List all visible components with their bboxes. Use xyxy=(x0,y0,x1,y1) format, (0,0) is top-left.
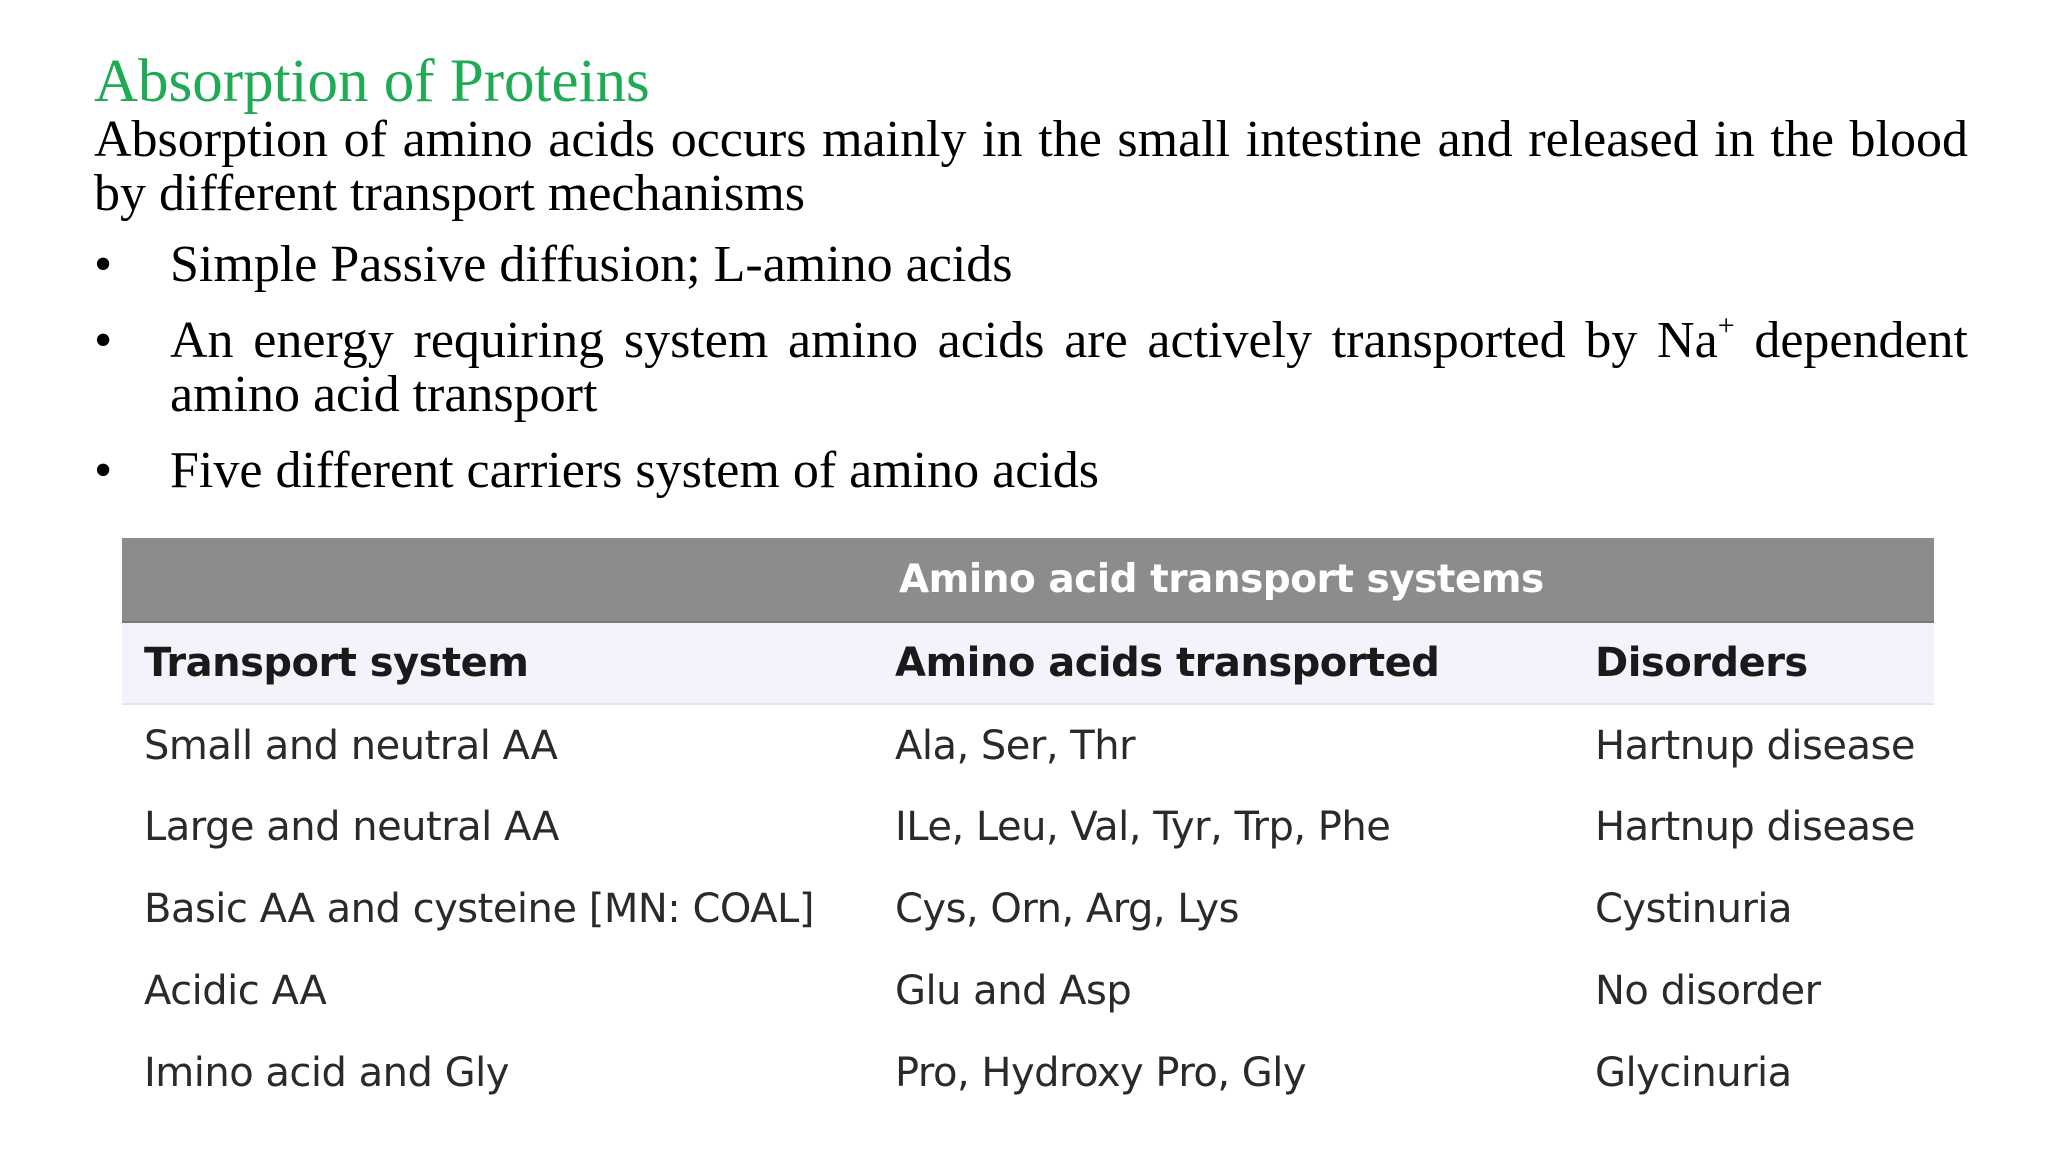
table-row xyxy=(122,950,1934,1032)
bullet-text: Simple Passive diffusion; L-amino acids xyxy=(170,236,1013,293)
bullet-list xyxy=(94,238,1968,520)
cell-amino-acids: Cys, Orn, Arg, Lys xyxy=(895,886,1239,932)
bullet-superscript: + xyxy=(1717,309,1735,342)
header-disorders: Disorders xyxy=(1595,640,1808,686)
cell-disorder: Hartnup disease xyxy=(1595,804,1915,850)
table-header-row xyxy=(122,623,1934,704)
cell-disorder: No disorder xyxy=(1595,968,1821,1014)
bullet-dot-icon: • xyxy=(94,442,113,499)
table-row xyxy=(122,1032,1934,1114)
cell-transport-system: Acidic AA xyxy=(144,968,327,1014)
cell-disorder: Cystinuria xyxy=(1595,886,1793,932)
cell-transport-system: Basic AA and cysteine [MN: COAL] xyxy=(144,886,814,932)
bullet-item xyxy=(94,309,1969,423)
cell-disorder: Hartnup disease xyxy=(1595,722,1915,769)
header-transport-system: Transport system xyxy=(144,640,529,686)
table-grid xyxy=(122,623,1934,1114)
transport-systems-table xyxy=(122,538,1934,1114)
bullet-dot-icon: • xyxy=(94,236,113,293)
intro-paragraph: Absorption of amino acids occurs mainly in the small intestine and released in the blood by different transport mechanisms xyxy=(94,111,1968,222)
cell-transport-system: Imino acid and Gly xyxy=(144,1050,509,1096)
cell-amino-acids: Pro, Hydroxy Pro, Gly xyxy=(895,1050,1307,1096)
slide-title: Absorption of Proteins xyxy=(94,48,650,115)
bullet-text: An energy requiring system amino acids are actively transported by Na xyxy=(170,312,1718,369)
cell-amino-acids: ILe, Leu, Val, Tyr, Trp, Phe xyxy=(895,804,1391,850)
bullet-text-continued: dependent amino acid transport xyxy=(170,312,1969,423)
cell-transport-system: Large and neutral AA xyxy=(144,804,559,850)
cell-transport-system: Small and neutral AA xyxy=(144,722,558,769)
cell-amino-acids: Ala, Ser, Thr xyxy=(895,722,1136,769)
header-amino-acids: Amino acids transported xyxy=(895,640,1440,686)
cell-disorder: Glycinuria xyxy=(1595,1050,1792,1096)
table-caption-text: Amino acid transport systems xyxy=(899,557,1544,602)
bullet-dot-icon: • xyxy=(94,312,113,369)
bullet-item xyxy=(94,444,1968,498)
table-row xyxy=(122,704,1934,786)
table-row xyxy=(122,786,1934,868)
bullet-item xyxy=(94,238,1968,292)
cell-amino-acids: Glu and Asp xyxy=(895,968,1132,1014)
table-caption xyxy=(122,538,1934,623)
table-row xyxy=(122,868,1934,950)
bullet-text: Five different carriers system of amino acids xyxy=(170,442,1099,499)
